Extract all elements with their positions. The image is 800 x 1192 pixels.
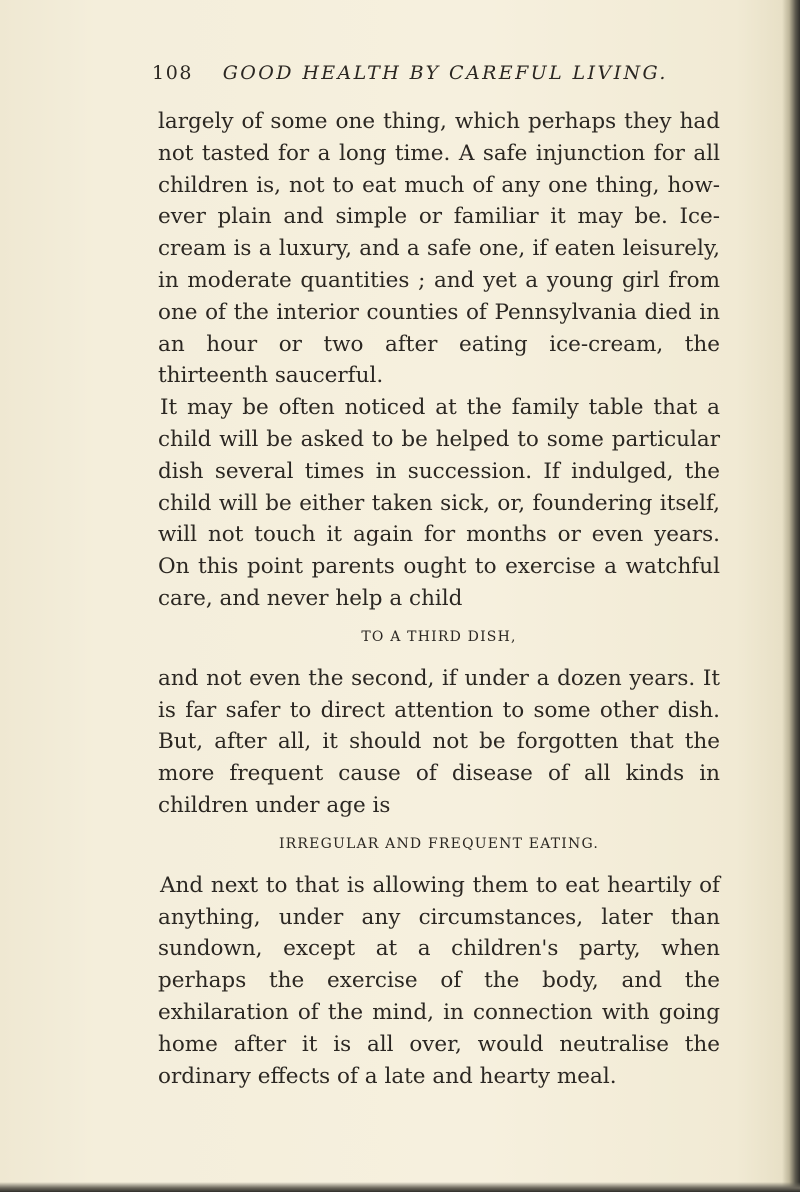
page-edge-shadow-right bbox=[782, 0, 800, 1192]
page-number: 108 bbox=[152, 62, 194, 84]
running-head bbox=[152, 62, 712, 90]
page-edge-shadow-bottom bbox=[0, 1182, 800, 1192]
paragraph-4: And next to that is allowing them to eat heartily of anything, under any circumstances, later than sundown, except at a children's party, when perhaps the exercise of the body, and the exhilaration of the mind, in connection with going home after it is all over, would neutralise the ordinary effects of a late and hearty meal. bbox=[158, 872, 720, 1089]
running-title: GOOD HEALTH BY CAREFUL LIVING. bbox=[222, 62, 668, 84]
section-heading-third-dish: TO A THIRD DISH, bbox=[361, 628, 517, 645]
paragraph-3: and not even the second, if under a dozen years. It is far safer to direct attention to some other dish. But, after all, it should not be forgotten that the more frequent cause of disease of all kinds in children under age is bbox=[158, 665, 720, 818]
section-heading-irregular-eating: IRREGULAR AND FREQUENT EATING. bbox=[278, 835, 600, 852]
paragraph-2: It may be often noticed at the family table that a child will be asked to be helped to some particular dish several times in succession. If indulged, the child will be either taken sick, or, foundering itself, will not touch it again for months or even years. On this point parents ought to exercise a watchful care, and never help a child bbox=[158, 395, 720, 611]
text-block bbox=[158, 106, 720, 1092]
paragraph-1: largely of some one thing, which perhaps they had not tasted for a long time. A safe injunction for all children is, not to eat much of any one thing, how-ever plain and simple or familiar it may be. Ice-cream is a luxury, and a safe one, if eaten leisurely, in moderate quantities ; and yet a young girl from one of the interior counties of Pennsylvania died in an hour or two after eating ice-cream, the thirteenth saucerful. bbox=[158, 109, 720, 389]
